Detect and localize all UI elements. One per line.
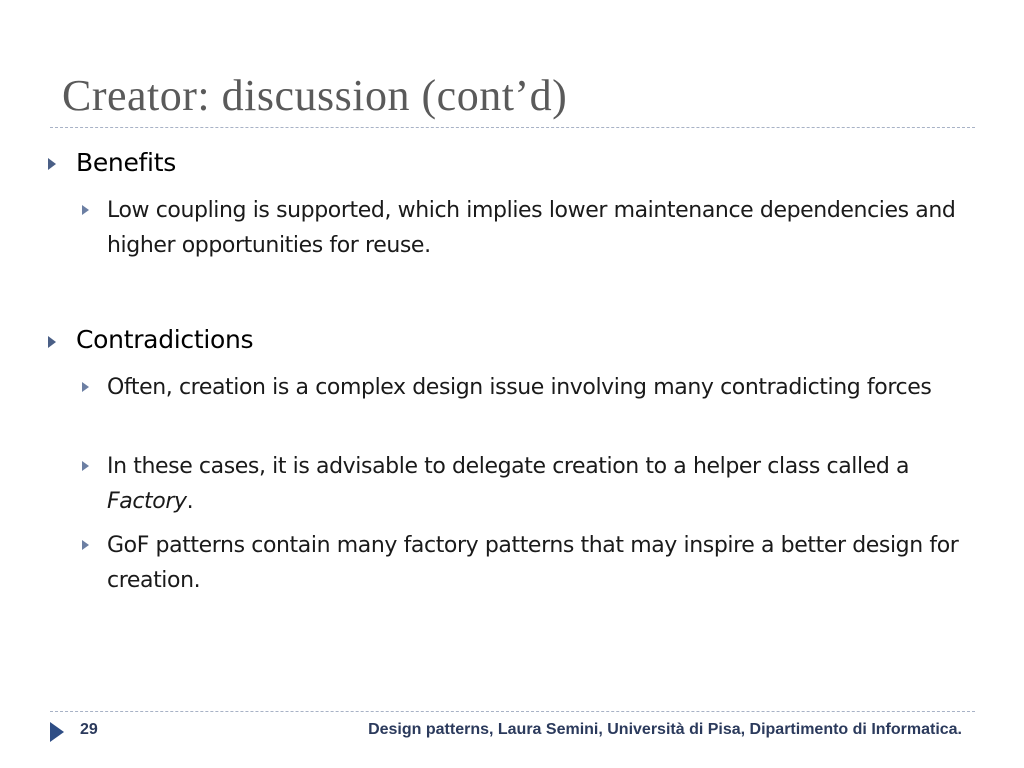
contradictions-item-1: Often, creation is a complex design issue involving many contradicting forces [107,375,932,400]
slide-title: Creator: discussion (cont’d) [62,71,568,120]
bullet-icon [48,336,56,348]
item-text-end: . [186,489,194,514]
sub-bullet-icon [82,461,89,471]
bullet-icon [48,158,56,170]
footer-credit: Design patterns, Laura Semini, Università di Pisa, Dipartimento di Informatica. [368,721,962,738]
sub-bullet-icon [82,205,89,215]
page-number: 29 [80,721,98,738]
sub-bullet-icon [82,382,89,392]
title-divider [50,127,975,128]
footer-divider [50,711,975,712]
contradictions-item-2 [107,449,967,519]
footer-arrow-icon [50,722,64,742]
section-heading-contradictions: Contradictions [76,325,254,354]
sub-bullet-icon [82,540,89,550]
section-heading-benefits: Benefits [76,148,176,177]
benefits-item-1: Low coupling is supported, which implies lower maintenance dependencies and higher opportunities for reuse. [107,198,956,258]
contradictions-item-3: GoF patterns contain many factory patterns that may inspire a better design for creation. [107,533,959,593]
factory-term: Factory [107,489,187,514]
item-text: In these cases, it is advisable to delegate creation to a helper class called a [107,454,910,479]
